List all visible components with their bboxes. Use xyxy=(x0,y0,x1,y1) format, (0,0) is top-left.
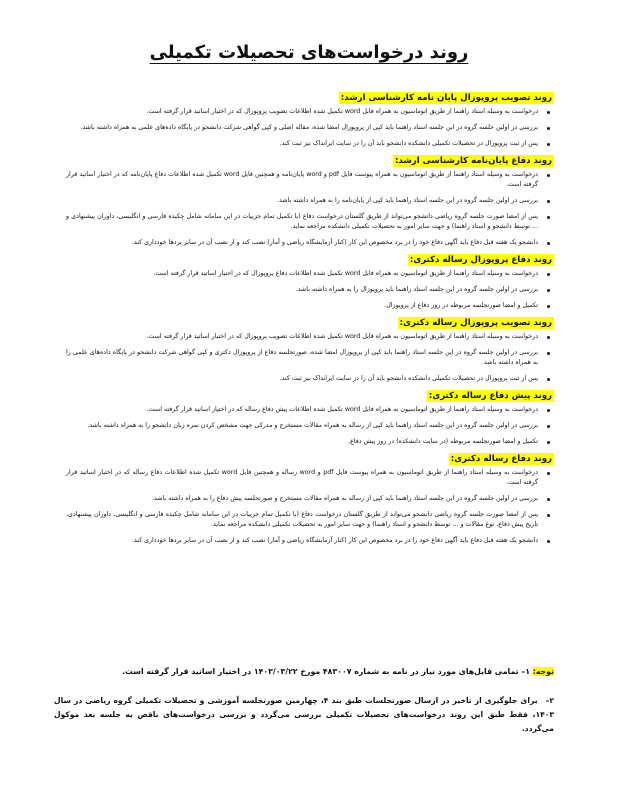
bullet-item: پس از امضا صورت جلسه گروه ریاضی دانشجو می‌تواند از طریق گلستان درخواست دفاع (با تکمیل تمام جزییات در این سامانه شامل چکیده فارسی و انگلیسی، داوران پیشنهادی و ... توسط دانشجو و استاد راهنما) و جهت سایر امور به تحصیلات تکمیلی دانشکده مراجعه نماید. xyxy=(66,213,538,230)
section-heading xyxy=(0,453,554,466)
bullet-item: درخواست به وسیله استاد راهنما از طریق اتوماسیون به همراه فایل word تکمیل شده اطلاعات تصویب پروپوزال که در اختیار اساتید قرار گرفته است. xyxy=(66,107,538,117)
section xyxy=(0,254,618,311)
bullet-list xyxy=(0,332,618,384)
bullet-item: بررسی در اولین جلسه گروه در این جلسه استاد راهنما باید پروپوزال را به همراه داشته باشد. xyxy=(66,285,538,295)
bullet-item: درخواست به وسیله استاد راهنما از طریق اتوماسیون به همراه پیوست فایل pdf و word رساله و همچنین فایل word تکمیل شده اطلاعات دفاع رساله که در اختیار اساتید قرار گرفته است. xyxy=(66,469,538,486)
section-heading-text: روند دفاع رساله دکتری: xyxy=(450,454,552,464)
section-heading xyxy=(0,254,554,267)
bullet-item: پس از ثبت پروپوزال در تحصیلات تکمیلی دانشکده دانشجو باید آن را در سایت ایرانداک نیز ثبت کند. xyxy=(66,374,538,384)
bullet-item: بررسی در اولین جلسه گروه در این جلسه استاد راهنما باید کپی از پایان‌نامه را به همراه داشته باشد. xyxy=(66,196,538,206)
bullet-item: درخواست به وسیله استاد راهنما از طریق اتوماسیون به همراه پیوست فایل pdf و word پایان‌نامه و همچنین فایل word تکمیل شده اطلاعات دفاع پایان‌نامه که در اختیار اساتید قرار گرفته است. xyxy=(66,171,538,188)
bullet-item: درخواست به وسیله استاد راهنما از طریق اتوماسیون به همراه فایل word تکمیل شده اطلاعات پیش دفاع رساله که در اختیار اساتید قرار گرفته است. xyxy=(66,405,538,415)
final-paragraph xyxy=(54,694,554,736)
bullet-item: پس از امضا صورت جلسه گروه ریاضی دانشجو می‌تواند از طریق گلستان درخواست دفاع (با تکمیل تمام جزییات در این سامانه شامل چکیده فارسی و انگلیسی، داوران پیشنهادی، تاریخ پیش دفاع، نوع مقالات و ... توسط دانشجو و استاد راهنما) و جهت سایر امور به تحصیلات تکمیلی دانشکده مراجعه نماید. xyxy=(66,511,538,528)
bullet-list xyxy=(0,269,618,311)
section-heading xyxy=(0,390,554,403)
bullet-list xyxy=(0,405,618,447)
bullet-item: پس از ثبت پروپوزال در تحصیلات تکمیلی دانشکده دانشجو باید آن را در سایت ایرانداک نیز ثبت کند. xyxy=(66,139,538,149)
note-text: ۱– تمامی فایل‌های مورد نیاز در نامه به شماره ۴۸۳۰۰۷ مورخ ۱۴۰۳/۰۳/۲۲ در اختیار اساتید قرار گرفته است. xyxy=(122,667,530,676)
bullet-item: دانشجو یک هفته قبل دفاع باید آگهی دفاع خود را در برد مخصوص این کار (کنار آزمایشگاه ریاضی و آمار) نصب کند و از نصب آن در سایر بردها خودداری کند. xyxy=(66,536,538,546)
bullet-item: بررسی در اولین جلسه گروه در این جلسه استاد راهنما باید کپی از رساله به همراه مقالات مستخرج و مدرکی جهت مشخص کردن نمره زبان دانشجو را به همراه داشته باشد. xyxy=(66,421,538,431)
section-heading xyxy=(0,317,554,330)
sections-container xyxy=(0,92,618,552)
section xyxy=(0,453,618,546)
section xyxy=(0,155,618,248)
section-heading-text: روند تصویب پروپوزال پایان نامه کارشناسی ارشد: xyxy=(340,93,552,103)
bullet-item: درخواست به وسیله استاد راهنما از طریق اتوماسیون به همراه فایل word تکمیل شده اطلاعات تصویب پروپوزال که در اختیار اساتید قرار گرفته است. xyxy=(66,332,538,342)
section xyxy=(0,92,618,149)
bullet-list xyxy=(0,468,618,546)
bullet-item: بررسی در اولین جلسه گروه در این جلسه استاد راهنما باید کپی از پروپوزال امضا شده، مقاله اصلی و کپی گواهی شرکت دانشجو در پایگاه داده‌های علمی به همراه داشته باشد. xyxy=(66,123,538,133)
bullet-list xyxy=(0,170,618,248)
section-heading xyxy=(0,155,554,168)
section xyxy=(0,317,618,384)
bullet-item: تکمیل و امضا صورتجلسه مربوطه در روز دفاع از پروپوزال. xyxy=(66,301,538,311)
note-label: توجه: xyxy=(532,667,554,676)
note-paragraph xyxy=(94,666,554,678)
section-heading-text: روند پیش دفاع رساله دکتری: xyxy=(428,391,552,401)
paragraph-number: ۲– xyxy=(545,696,554,705)
section-heading-text: روند تصویب پروپوزال رساله دکتری: xyxy=(399,318,552,328)
bullet-item: دانشجو یک هفته قبل دفاع باید آگهی دفاع خود را در برد مخصوص این کار (کنار آزمایشگاه ریاضی و آمار) نصب کند و از نصب آن در سایر بردها خودداری کند. xyxy=(66,238,538,248)
section-heading-text: روند دفاع پایان‌نامه کارشناسی ارشد: xyxy=(394,156,552,166)
paragraph-text: برای جلوگیری از تاخیر در ارسال صورتجلسات طبق بند ۴، چهارمین صورتجلسه آموزشی و تحصیلات تکمیلی گروه ریاضی در سال ۱۴۰۳، فقط طبق این روند درخواست‌های تحصیلات تکمیلی بررسی می‌گردد و بررسی درخواست‌های ناقص به جلسه بعد موکول می‌گردد. xyxy=(54,696,554,733)
bullet-item: درخواست به وسیله استاد راهنما از طریق اتوماسیون به همراه فایل word تکمیل شده اطلاعات دفاع پروپوزال که در اختیار اساتید قرار گرفته است. xyxy=(66,269,538,279)
section xyxy=(0,390,618,447)
bullet-list xyxy=(0,107,618,149)
page-title: روند درخواست‌های تحصیلات تکمیلی xyxy=(149,42,469,63)
bullet-item: تکمیل و امضا صورتجلسه مربوطه (در سایت دانشکده) در روز پیش دفاع. xyxy=(66,437,538,447)
section-heading xyxy=(0,92,554,105)
section-heading-text: روند دفاع پروپوزال رساله دکتری: xyxy=(409,255,552,265)
bullet-item: بررسی در اولین جلسه گروه در این جلسه استاد راهنما باید کپی از پروپوزال امضا شده، صورتجلسه دفاع از پروپوزال دکتری و کپی گواهی شرکت دانشجو در پایگاه داده‌های علمی را به همراه داشته باشد. xyxy=(66,349,538,366)
bullet-item: بررسی در اولین جلسه گروه در این جلسه استاد راهنما باید کپی از رساله به همراه مقالات مستخرج و صورتجلسه پیش دفاع را به همراه داشته باشد. xyxy=(66,494,538,504)
